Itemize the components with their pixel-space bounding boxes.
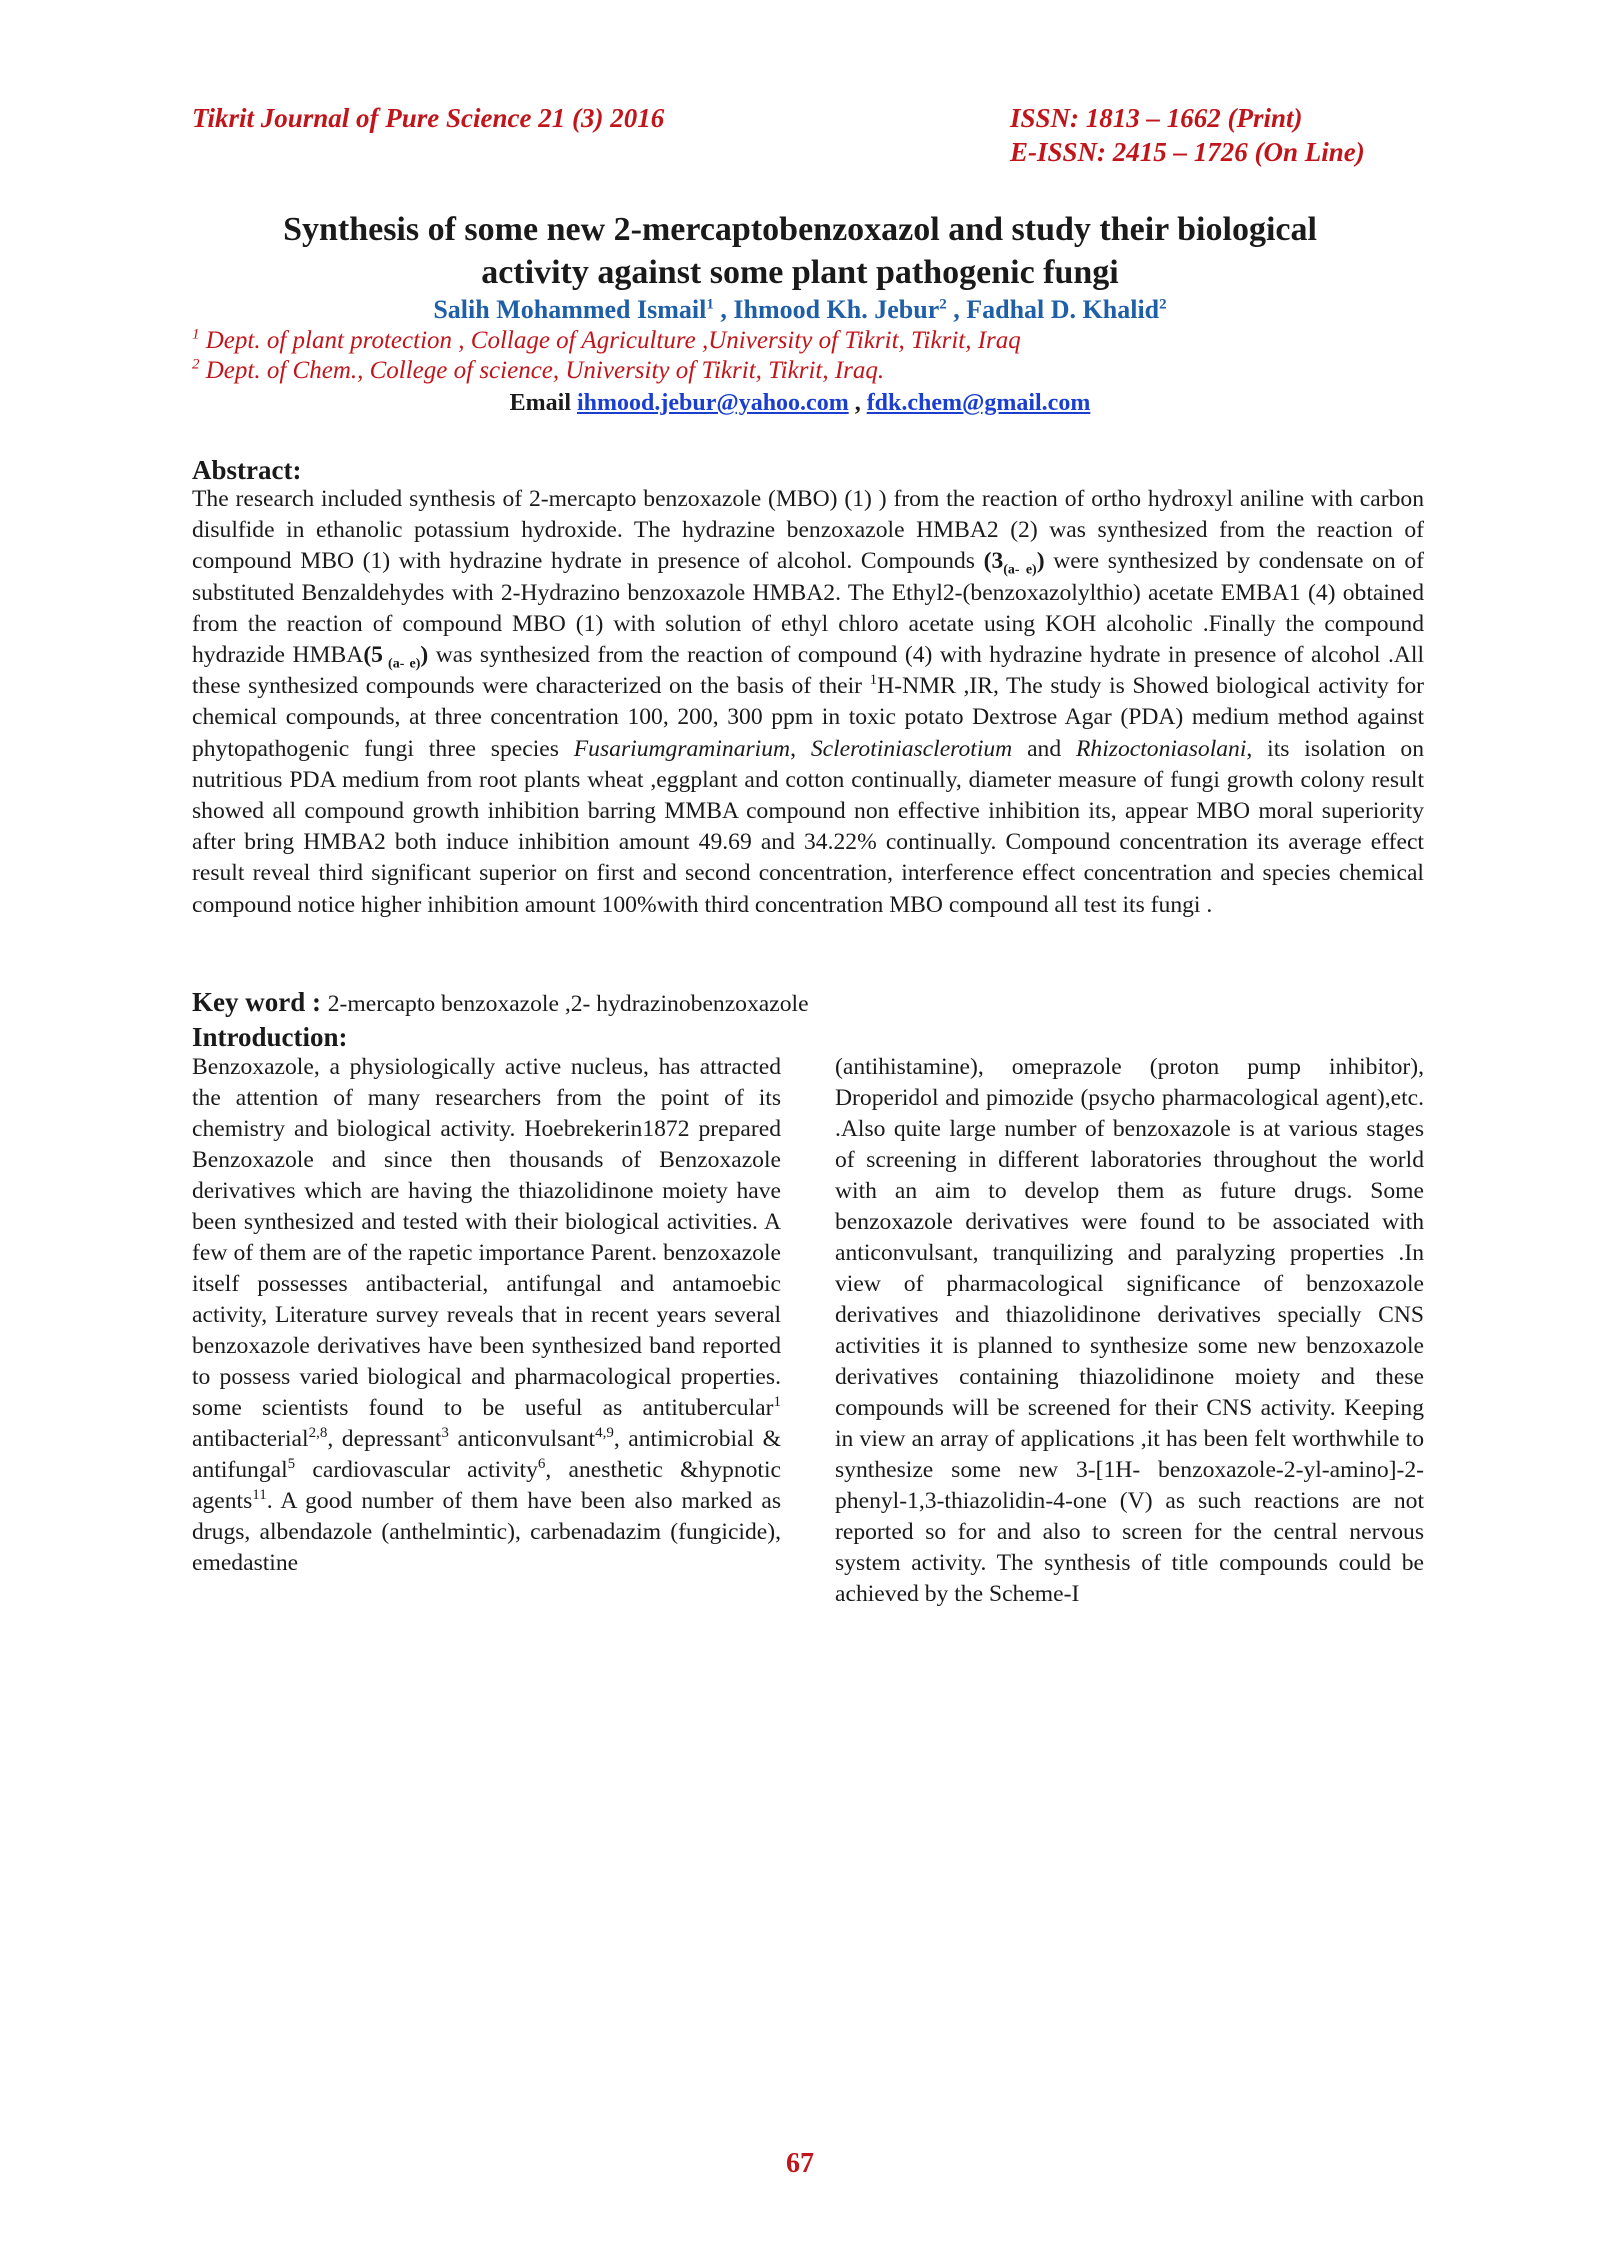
author-separator: ,	[713, 295, 734, 324]
intro-text: cardiovascular activity	[295, 1457, 538, 1483]
intro-right-column: (antihistamine), omeprazole (proton pump inhibitor), Droperidol and pimozide (psycho pharmacological agent),etc. .Also quite large number of benzoxazole is at various stages of screening in different laboratories throughout the world with an aim to develop them as future drugs. Some benzoxazole derivatives were found to be associated with anticonvulsant, tranquilizing and paralyzing properties .In view of pharmacological significance of benzoxazole derivatives and thiazolidinone derivatives specially CNS activities it is planned to synthesize some new benzoxazole derivatives containing thiazolidinone moiety and these compounds will be screened for their CNS activity. Keeping in view an array of applications ,it has been felt worthwhile to synthesize some new 3-[1H- benzoxazole-2-yl-amino]-2-phenyl-1,3-thiazolidin-4-one (V) as such reactions are not reported so for and also to screen for the central nervous system activity. The synthesis of title compounds could be achieved by the Scheme-I	[835, 1054, 1424, 1607]
affiliation-1-text: Dept. of plant protection , Collage of Agriculture ,University of Tikrit, Tikrit, Iraq	[199, 327, 1021, 354]
paper-title-line2: activity against some plant pathogenic fungi	[481, 254, 1119, 291]
citation-ref: 3	[441, 1425, 449, 1442]
citation-ref: 5	[287, 1456, 296, 1473]
intro-text: , depressant	[327, 1426, 442, 1452]
abstract-body	[192, 484, 1424, 921]
affiliation-2	[192, 356, 1432, 386]
intro-left-column	[192, 1052, 781, 1579]
abstract-text: The research included synthesis of 2-mercapto benzoxazole (MBO) (1) ) from the reaction of ortho hydroxyl aniline with carbon disulfide in ethanolic potassium hydroxide. The hydrazine benzoxazole HMBA2 (2) was synthesized from the reaction of compound MBO (1) with hydrazine hydrate in presence of alcohol. Compounds	[192, 486, 1424, 575]
species-name: Fusariumgraminarium	[573, 735, 791, 762]
compound-sub: (a- e)	[1003, 563, 1037, 579]
journal-title: Tikrit Journal of Pure Science 21 (3) 2016	[192, 103, 665, 133]
author-separator: ,	[946, 295, 967, 324]
email-line	[140, 387, 1460, 419]
abstract-text: H-NMR ,IR, The study is Showed biological activity for chemical compounds, at three concentration 100, 200, 300 ppm in toxic potato Dextrose Agar (PDA) medium method against phytopathogenic fungi three species	[192, 673, 1424, 762]
email-link-2[interactable]: fdk.chem@gmail.com	[866, 390, 1091, 416]
abstract-text: and	[1012, 735, 1076, 762]
author-3: Fadhal D. Khalid	[966, 295, 1160, 324]
keywords-text: 2-mercapto benzoxazole ,2- hydrazinobenzoxazole	[327, 991, 809, 1017]
citation-ref: 6	[537, 1456, 546, 1473]
compound-ref: (3	[983, 548, 1004, 575]
author-2: Ihmood Kh. Jebur	[733, 295, 940, 324]
compound-sub: (a- e)	[382, 656, 421, 672]
compound-ref: )	[1036, 548, 1045, 575]
affiliation-2-number: 2	[192, 356, 200, 373]
introduction-heading: Introduction:	[192, 1022, 348, 1052]
citation-ref: 2,8	[308, 1425, 328, 1442]
intro-text: , antimicrobial & antifungal	[192, 1426, 782, 1483]
email-link-1[interactable]: ihmood.jebur@yahoo.com	[577, 390, 849, 416]
abstract-text: , its isolation on nutritious PDA medium from root plants wheat ,eggplant and cotton continually, diameter measure of fungi growth colony result showed all compound growth inhibition barring MMBA compound non effective inhibition its, appear MBO moral superiority after bring HMBA2 both induce inhibition amount 49.69 and 34.22% continually. Compound concentration its average effect result reveal third significant superior on first and second concentration, interference effect concentration and species chemical compound notice higher inhibition amount 100%with third concentration MBO compound all test its fungi .	[192, 735, 1425, 918]
compound-ref: (5	[363, 642, 383, 669]
citation-ref: 1	[773, 1394, 781, 1411]
intro-text: Benzoxazole, a physiologically active nucleus, has attracted the attention of many researchers from the point of its chemistry and biological activity. Hoebrekerin1872 prepared Benzoxazole and since then thousands of Benzoxazole derivatives which are having the thiazolidinone moiety have been synthesized and tested with their biological activities. A few of them are of the rapetic importance Parent. benzoxazole itself possesses antibacterial, antifungal and antamoebic activity, Literature survey reveals that in recent years several benzoxazole derivatives have been synthesized band reported to possess varied biological and pharmacological properties. some scientists found to be useful as antitubercular	[192, 1054, 781, 1421]
citation-ref: 11	[252, 1487, 267, 1504]
species-name: Rhizoctoniasolani	[1076, 735, 1247, 762]
affiliation-2-text: Dept. of Chem., College of science, University of Tikrit, Tikrit, Iraq.	[199, 357, 885, 384]
abstract-heading: Abstract:	[192, 455, 302, 485]
species-name: Sclerotiniasclerotium	[810, 735, 1013, 762]
nmr-superscript: 1	[869, 672, 878, 689]
author-1-affil-ref: 1	[706, 296, 714, 313]
issn-print: ISSN: 1813 – 1662 (Print)	[1010, 103, 1303, 133]
intro-text: . A good number of them have been also marked as drugs, albendazole (anthelmintic), carbenadazim (fungicide), emedastine	[192, 1488, 781, 1576]
page-number: 67	[786, 2148, 814, 2179]
issn-online: E-ISSN: 2415 – 1726 (On Line)	[1010, 137, 1365, 167]
abstract-text: was synthesized from the reaction of compound (4) with hydrazine hydrate in presence of alcohol .All these synthesized compounds were characterized on the basis of their	[192, 642, 1424, 700]
intro-text: antibacterial	[192, 1426, 309, 1452]
affiliation-1-number: 1	[192, 326, 200, 343]
abstract-text: ,	[790, 735, 811, 762]
email-separator: ,	[848, 390, 867, 416]
author-2-affil-ref: 2	[939, 296, 947, 313]
email-label: Email	[509, 390, 578, 416]
affiliation-1	[192, 326, 1432, 356]
author-1: Salih Mohammed Ismail	[433, 295, 707, 324]
author-3-affil-ref: 2	[1159, 296, 1167, 313]
author-list	[140, 293, 1460, 327]
abstract-text: were synthesized by condensate on of substituted Benzaldehydes with 2-Hydrazino benzoxazole HMBA2. The Ethyl2-(benzoxazolylthio) acetate EMBA1 (4) obtained from the reaction of compound MBO (1) with solution of ethyl chloro acetate using KOH alcoholic .Finally the compound hydrazide HMBA	[192, 548, 1424, 669]
paper-title-line1: Synthesis of some new 2-mercaptobenzoxazol and study their biological	[283, 211, 1317, 248]
compound-ref: )	[420, 642, 429, 669]
keywords-line	[192, 986, 809, 1020]
intro-text: , anesthetic &hypnotic agents	[192, 1457, 781, 1514]
intro-text: anticonvulsant	[448, 1426, 596, 1452]
citation-ref: 4,9	[595, 1425, 614, 1442]
keywords-label: Key word :	[192, 987, 328, 1017]
